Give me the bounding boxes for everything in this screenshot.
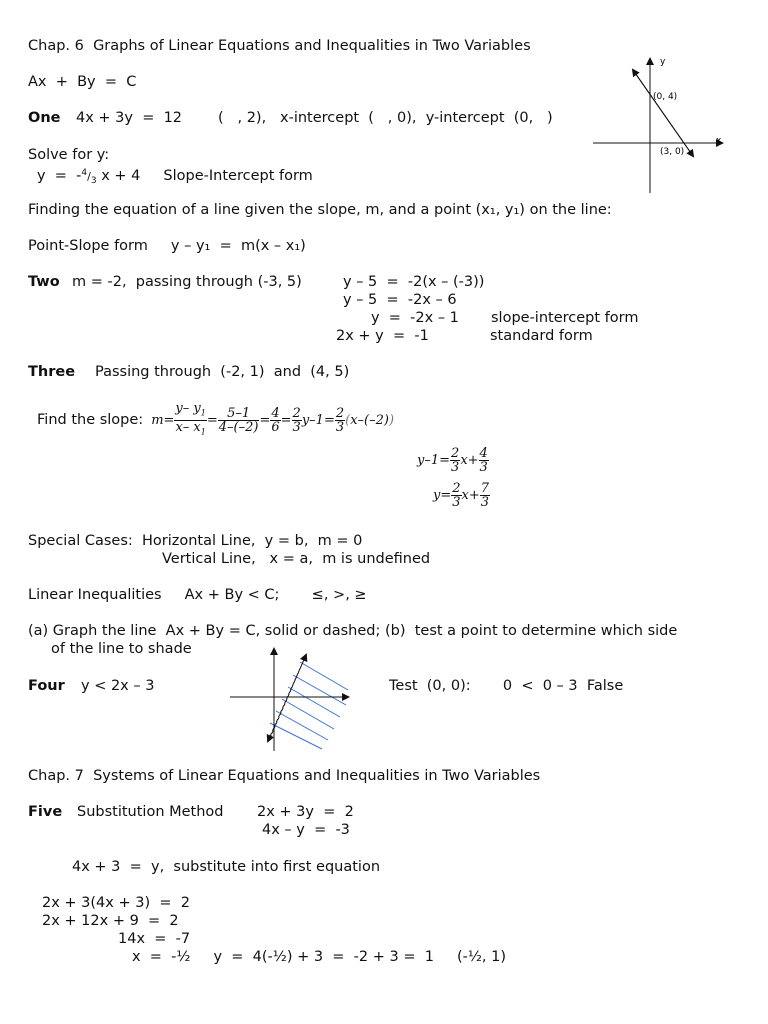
example-four-test: Test (0, 0): 0 < 0 – 3 False xyxy=(389,678,624,694)
fraction-numerator: 4 xyxy=(81,168,88,178)
slope-fraction-formula: $\frac{y- y_1}{x- x_1}$ xyxy=(175,401,206,437)
example-two-note-1: slope-intercept form xyxy=(491,310,639,326)
graph-one-point-b: (3, 0) xyxy=(660,147,685,157)
example-two-given: m = -2, passing through (-3, 5) xyxy=(72,274,302,290)
example-three-line-2: y–1= $\frac{2}{3}$ x+ $\frac{4}{3}$ xyxy=(417,445,488,475)
point-slope-form: Point-Slope form y – y₁ = m(x – x₁) xyxy=(28,238,306,254)
slope-intercept-line: $y = -^4/_3$ x + 4 Slope-Intercept form xyxy=(37,168,313,186)
example-three-line-3: y= $\frac{2}{3}$ x+ $\frac{7}{3}$ xyxy=(433,480,490,510)
find-slope-label: Find the slope: xyxy=(37,412,144,429)
chapter-7-title: Chap. 7 Systems of Linear Equations and Inequalities in Two Variables xyxy=(28,768,541,784)
example-five-step-1: 2x + 3(4x + 3) = 2 xyxy=(42,895,190,911)
fraction-denominator: 3 xyxy=(90,176,97,186)
example-five-step-2: 2x + 12x + 9 = 2 xyxy=(42,913,179,929)
general-form: Ax + By = C xyxy=(28,74,137,90)
slope-intercept-post: x + 4 Slope-Intercept form xyxy=(96,168,313,184)
example-two-step-3: y = -2x – 1 xyxy=(371,310,459,326)
example-two-step-4: 2x + y = -1 xyxy=(336,328,429,344)
example-one-points: ( , 2), x-intercept ( , 0), y-intercept (0, ) xyxy=(218,110,553,126)
example-three-label: Three xyxy=(28,364,76,380)
special-cases-line-1: Special Cases: Horizontal Line, y = b, m = 0 xyxy=(28,533,363,549)
point-slope-fraction: $\frac{2}{3}$ xyxy=(335,405,345,435)
slope-fraction-2-3: $\frac{2}{3}$ xyxy=(292,405,301,435)
example-two-label: Two xyxy=(28,274,60,290)
example-five-substitute: 4x + 3 = y, substitute into first equation xyxy=(72,859,381,875)
slope-fraction-4-6: $\frac{4}{6}$ xyxy=(271,405,280,435)
graph-one-y-label: y xyxy=(660,57,666,67)
graph-one-x-label: x xyxy=(716,136,722,146)
slope-computation: Find the slope: m= $\frac{y- y_1}{x- x_1}$ = $\frac{5-1}{4-(-2)}$ = $\frac{4}{6}$ = $\frac{2}{3}$ y–1= $\frac{2}{3}$ (x–(–2)) xyxy=(37,401,395,437)
example-two-note-2: standard form xyxy=(490,328,593,344)
example-four-inequality: y < 2x – 3 xyxy=(81,678,155,694)
example-five-step-4: x = -½ y = 4(-½) + 3 = -2 + 3 = 1 (-½, 1) xyxy=(132,949,507,965)
graph-instruction-2: of the line to shade xyxy=(51,641,192,657)
slope-intercept-pre: y = - xyxy=(37,168,82,184)
example-five-step-3: 14x = -7 xyxy=(118,931,191,947)
finding-line-text: Finding the equation of a line given the slope, m, and a point (x₁, y₁) on the line: xyxy=(28,202,612,218)
slope-m: m xyxy=(151,413,164,429)
graph-four-shading xyxy=(270,662,348,749)
example-two-step-2: y – 5 = -2x – 6 xyxy=(343,292,457,308)
example-one-equation: 4x + 3y = 12 xyxy=(76,110,183,126)
special-cases-line-2: Vertical Line, x = a, m is undefined xyxy=(162,551,431,567)
example-three-given: Passing through (-2, 1) and (4, 5) xyxy=(95,364,350,380)
example-five-eq-1: 2x + 3y = 2 xyxy=(257,804,354,820)
graph-instruction-1: (a) Graph the line Ax + By = C, solid or dashed; (b) test a point to determine which side xyxy=(28,623,678,639)
example-two-step-1: y – 5 = -2(x – (-3)) xyxy=(343,274,485,290)
chapter-6-title: Chap. 6 Graphs of Linear Equations and Inequalities in Two Variables xyxy=(28,38,531,54)
example-five-eq-2: 4x – y = -3 xyxy=(262,822,350,838)
example-five-label: Five xyxy=(28,804,63,820)
example-one-label: One xyxy=(28,110,61,126)
graph-one xyxy=(590,55,730,205)
graph-four xyxy=(228,645,358,755)
example-four-label: Four xyxy=(28,678,65,694)
example-five-method: Substitution Method xyxy=(77,804,224,820)
graph-one-point-a: (0, 4) xyxy=(653,92,678,102)
slope-fraction-substituted: $\frac{5-1}{4-(-2)}$ xyxy=(218,405,259,435)
linear-inequalities: Linear Inequalities Ax + By < C; ≤, >, ≥ xyxy=(28,587,367,603)
solve-for-y: Solve for y: xyxy=(28,147,110,163)
